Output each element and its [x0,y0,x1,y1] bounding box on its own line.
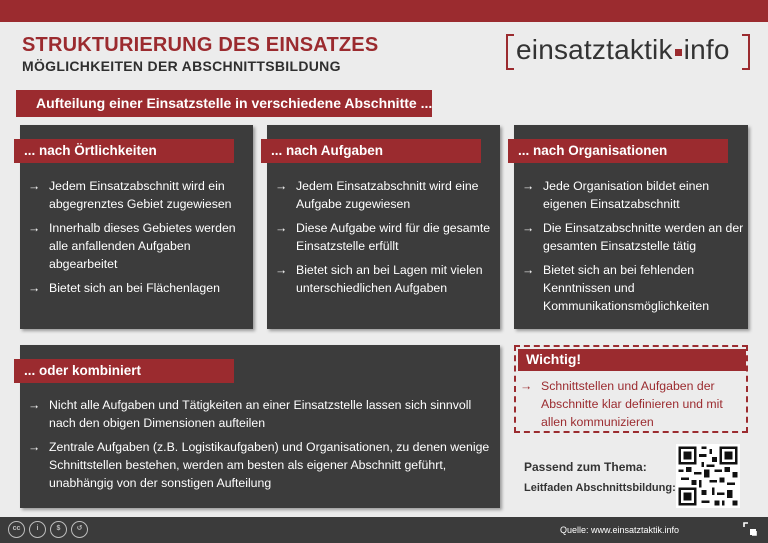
arrow-right-icon: → [522,221,535,235]
important-title: Wichtig! [518,349,746,371]
list-item [522,177,746,213]
list-item [522,219,746,255]
arrow-right-icon: → [275,221,288,235]
source-credit: Quelle: www.einsatztaktik.info [560,525,680,535]
expand-icon[interactable] [742,521,758,537]
list-item [28,438,492,492]
logo-text-suffix: info [683,34,730,65]
page-subtitle: MÖGLICHKEITEN DER ABSCHNITTSBILDUNG [22,58,341,74]
panel-combined-list [28,396,492,498]
bullet-text: Jedem Einsatzabschnitt wird ein abgegrenztes Gebiet zugewiesen [49,179,232,211]
list-item [28,279,250,297]
bullet-text: Nicht alle Aufgaben und Tätigkeiten an einer Einsatzstelle lassen sich sinnvoll nach den obigen Dimensionen aufteilen [49,398,472,430]
panel-organisations [514,125,748,329]
logo-text [516,34,730,66]
sa-icon: ↺ [71,521,88,538]
nc-icon: $ [50,521,67,538]
arrow-right-icon: → [520,379,533,393]
top-bar [0,0,768,22]
bullet-text: Diese Aufgabe wird für die gesamte Einsatzstelle erfüllt [296,221,491,253]
list-item [275,261,497,297]
logo-bracket-left [506,34,514,70]
panel-tasks-list [275,177,497,303]
arrow-right-icon: → [522,263,535,277]
arrow-right-icon: → [28,179,41,193]
bullet-text: Bietet sich an bei fehlenden Kenntnissen und Kommunikationsmöglichkeiten [543,263,710,313]
panel-organisations-title: ... nach Organisationen [508,139,728,163]
list-item [28,396,492,432]
list-item [28,177,250,213]
panel-locations-title: ... nach Örtlichkeiten [14,139,234,163]
bullet-text: Bietet sich an bei Flächenlagen [49,281,220,295]
list-item [28,219,250,273]
list-item [520,377,746,431]
bullet-text: Zentrale Aufgaben (z.B. Logistikaufgaben) und Organisationen, zu denen wenige Schnittstellen bestehen, werden am besten als eigener Abschnitt geführt, unabhängig von der sonstigen Aufteilung [49,440,490,490]
arrow-right-icon: → [275,179,288,193]
arrow-right-icon: → [28,398,41,412]
panel-combined [20,345,500,508]
intro-banner: Aufteilung einer Einsatzstelle in verschiedene Abschnitte ... [16,90,432,117]
related-topic-heading: Passend zum Thema: [524,460,647,474]
related-topic-link-label: Leitfaden Abschnittsbildung: [524,482,676,494]
list-item [275,177,497,213]
bullet-text: Die Einsatzabschnitte werden an der gesamten Einsatzstelle tätig [543,221,744,253]
list-item [522,261,746,315]
important-list [520,377,746,437]
bullet-text: Jedem Einsatzabschnitt wird eine Aufgabe zugewiesen [296,179,479,211]
arrow-right-icon: → [275,263,288,277]
bullet-text: Schnittstellen und Aufgaben der Abschnitte klar definieren und mit allen kommunizieren [541,379,723,429]
arrow-right-icon: → [28,281,41,295]
important-note [514,345,748,433]
qr-code[interactable] [676,444,740,508]
page-title: STRUKTURIERUNG DES EINSATZES [22,34,379,56]
by-icon: i [29,521,46,538]
cc-icon: cc [8,521,25,538]
logo-text-main: einsatztaktik [516,34,673,65]
bullet-text: Innerhalb dieses Gebietes werden alle anfallenden Aufgaben abgearbeitet [49,221,236,271]
arrow-right-icon: → [28,440,41,454]
site-logo[interactable] [506,30,750,74]
logo-bracket-right [742,34,750,70]
panel-tasks [267,125,500,329]
arrow-right-icon: → [28,221,41,235]
panel-locations-list [28,177,250,303]
panel-locations [20,125,253,329]
bullet-text: Bietet sich an bei Lagen mit vielen unterschiedlichen Aufgaben [296,263,483,295]
arrow-right-icon: → [522,179,535,193]
panel-organisations-list [522,177,746,321]
panel-tasks-title: ... nach Aufgaben [261,139,481,163]
logo-dot [675,49,682,56]
panel-combined-title: ... oder kombiniert [14,359,234,383]
list-item [275,219,497,255]
bullet-text: Jede Organisation bildet einen eigenen Einsatzabschnitt [543,179,710,211]
